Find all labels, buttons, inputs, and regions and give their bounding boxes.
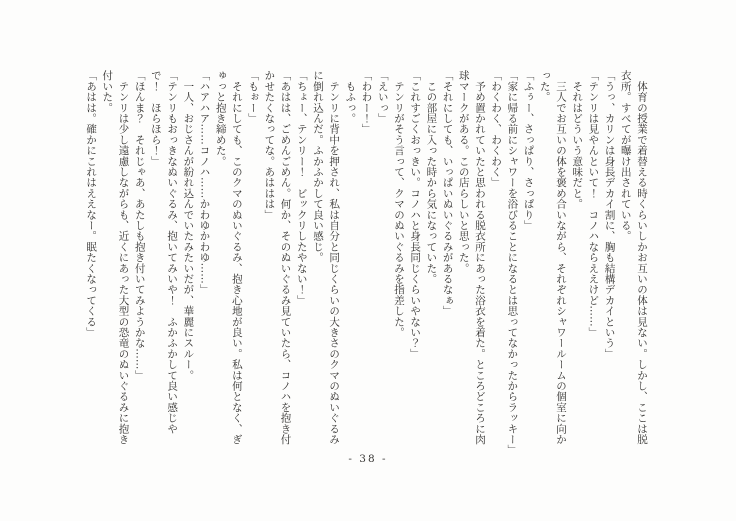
- text-line: 「それにしても、いっぱいぬいぐるみがあるなぁ」: [441, 70, 454, 317]
- text-line: った。: [538, 70, 551, 103]
- text-line: 「ちょー、テンリー！ ビックリしたやない！」: [295, 70, 308, 306]
- text-line: テンリは少し遠慮しながらも、近くにあった大型の恐竜のぬいぐるみに抱き: [117, 70, 130, 445]
- text-line: 「これすごくおっきい。コノハと身長同じくらいやない？」: [409, 70, 422, 359]
- text-line: 「あはは、ごめんごめん。何か、そのぬいぐるみ見ていたら、コノハを抱き付: [279, 70, 292, 445]
- text-line: 「ほんま？ それじゃあ、あたしも抱き付いてみようかな……」: [133, 70, 146, 381]
- text-line: 付いた。: [101, 70, 114, 113]
- text-line: 「えいっ」: [376, 70, 389, 124]
- text-line: 三人でお互いの体を褒め合いながら、それぞれシャワールームの個室に向か: [554, 70, 567, 445]
- text-line: 体育の授業で着替える時くらいしかお互いの体は見ない。しかし、ここは脱: [636, 70, 648, 445]
- text-line: それにしても、このクマのぬいぐるみ、抱き心地が良い。私は何となく、ぎ: [230, 70, 243, 445]
- text-line: ゅっと抱き締めた。: [214, 70, 227, 167]
- text-line: この部屋に入った時から気になっていた。: [425, 70, 438, 284]
- text-line: で！ ほらほら！」: [149, 70, 162, 167]
- text-line: 「テンリもおっきなぬいぐるみ、抱いてみいや！ ふかふかして良い感じや: [166, 70, 179, 434]
- text-line: 衣所。すべてが曝け出されている。: [619, 70, 632, 242]
- text-line: 「あはは。確かにこれはええなー。眠たくなってくる」: [85, 70, 98, 338]
- text-columns: [83, 70, 650, 466]
- text-line: 一人、おじさんが紛れ込んでいたみたいだが、華麗にスルー。: [182, 70, 195, 381]
- text-line: 「ふぅー、さっぱり、さっぱり」: [522, 70, 535, 231]
- text-line: テンリに背中を押され、私は自分と同じくらいの大きさのクマのぬいぐるみ: [328, 70, 341, 445]
- page-number: - 38 -: [348, 453, 388, 465]
- text-line: 「家に帰る前にシャワーを浴びることになるとは思ってなかったからラッキー」: [506, 70, 519, 456]
- text-line: 「わくわく、わくわく」: [490, 70, 503, 188]
- text-line: 「うっ、カリンは身長デカイ割に、胸も結構デカイという」: [603, 70, 616, 359]
- text-line: 「テンリは見やんといて！ コノハならええけど……」: [587, 70, 600, 338]
- text-line: 予め置かれていたと思われる脱衣所にあった浴衣を着た。ところどころに肉: [473, 70, 486, 445]
- text-line: それはどういう意味だと。: [571, 70, 584, 210]
- text-line: 球マークがある。この店らしいと思った。: [457, 70, 470, 274]
- text-line: 「ハアハア……コノハ……かわゆかわゆ……」: [198, 70, 211, 295]
- text-line: 「もぉー」: [247, 70, 260, 124]
- text-line: もふっ。: [344, 70, 357, 124]
- text-line: に倒れ込んだ。ふかふかして良い感じ。: [311, 70, 324, 263]
- text-line: かせたくなってな。あははは」: [263, 70, 276, 220]
- text-line: 「わわー！」: [360, 70, 373, 135]
- page-footer: [0, 447, 736, 466]
- text-line: テンリがそう言って、クマのぬいぐるみを指差した。: [392, 70, 405, 338]
